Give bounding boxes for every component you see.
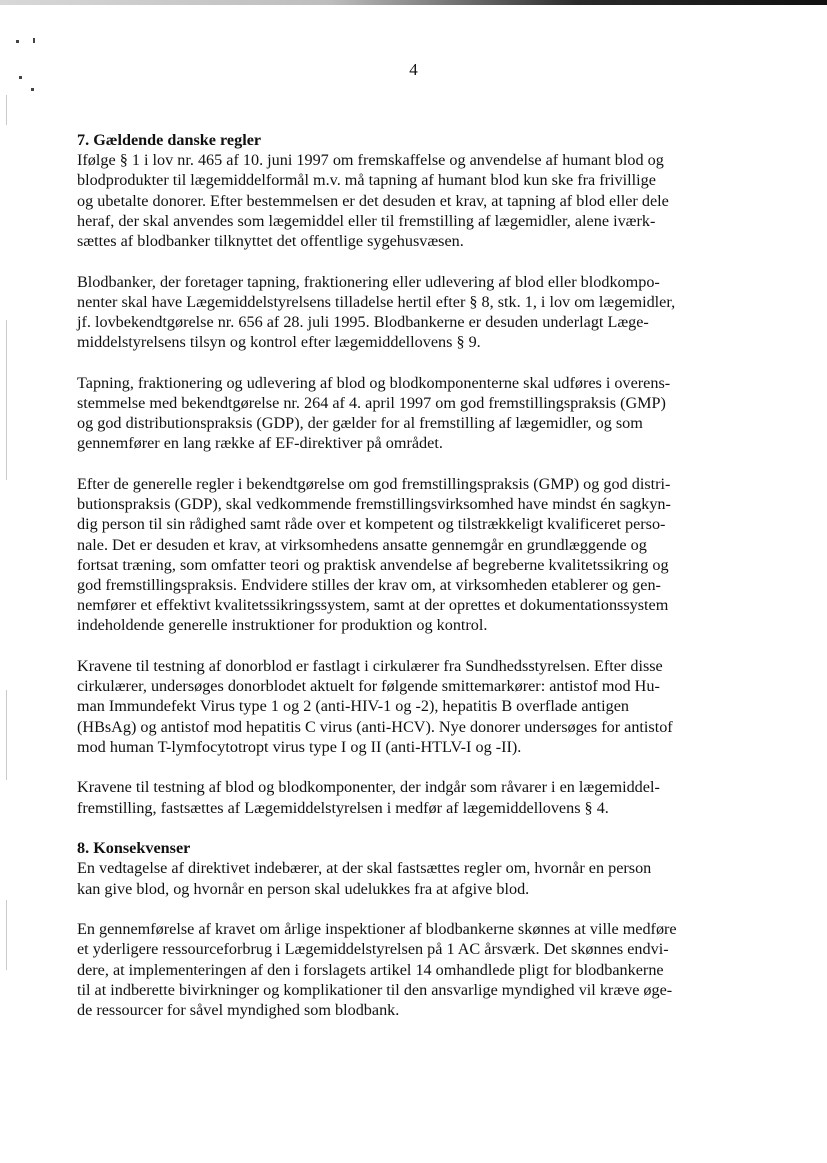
section-heading: 8. Konsekvenser bbox=[77, 839, 191, 858]
text-line: indeholdende generelle instruktioner for produktion og kontrol. bbox=[77, 616, 488, 635]
text-line: Tapning, fraktionering og udlevering af blod og blodkomponenterne skal udføres i overens- bbox=[77, 373, 671, 392]
paragraph bbox=[77, 150, 757, 251]
text-line: Kravene til testning af blod og blodkomponenter, der indgår som råvarer i en lægemiddel- bbox=[77, 778, 660, 797]
text-line: mod human T-lymfocytotropt virus type I og II (anti-HTLV-I og -II). bbox=[77, 737, 522, 756]
text-line: En gennemførelse af kravet om årlige inspektioner af blodbankerne skønnes at ville medføre bbox=[77, 920, 677, 939]
text-line: nemfører et effektivt kvalitetssikringssystem, samt at der oprettes et dokumentationssystem bbox=[77, 596, 669, 615]
paragraph bbox=[77, 777, 757, 817]
text-line: sættes af blodbanker tilknyttet det offentlige sygehusvæsen. bbox=[77, 232, 464, 251]
scan-speck bbox=[31, 88, 34, 91]
text-line: middelstyrelsens tilsyn og kontrol efter lægemiddellovens § 9. bbox=[77, 333, 481, 352]
paragraph bbox=[77, 373, 757, 454]
text-line: kan give blod, og hvornår en person skal udelukkes fra at afgive blod. bbox=[77, 879, 530, 898]
scan-speck bbox=[16, 40, 19, 43]
document-body bbox=[77, 130, 757, 1041]
paragraph bbox=[77, 474, 757, 636]
text-line: og ubetalte donorer. Efter bestemmelsen er det desuden et krav, at tapning af blod eller dele bbox=[77, 191, 669, 210]
text-line: dig person til sin rådighed samt råde over et kompetent og tilstrækkeligt kvalificeret perso- bbox=[77, 515, 666, 534]
text-line: stemmelse med bekendtgørelse nr. 264 af 4. april 1997 om god fremstillingspraksis (GMP) bbox=[77, 394, 666, 413]
text-line: dere, at implementeringen af den i forslagets artikel 14 omhandlede pligt for blodbankerne bbox=[77, 960, 664, 979]
text-line: god fremstillingspraksis. Endvidere stilles der krav om, at virksomheden etablerer og gen- bbox=[77, 576, 661, 595]
text-line: man Immundefekt Virus type 1 og 2 (anti-HIV-1 og -2), hepatitis B overflade antigen bbox=[77, 697, 629, 716]
text-line: nale. Det er desuden et krav, at virksomhedens ansatte gennemgår en grundlæggende og bbox=[77, 535, 647, 554]
paragraph bbox=[77, 656, 757, 757]
scan-top-edge bbox=[0, 0, 827, 5]
scan-margin-line bbox=[6, 690, 7, 780]
text-line: (HBsAg) og antistof mod hepatitis C virus (anti-HCV). Nye donorer undersøges for antistof bbox=[77, 717, 673, 736]
text-line: blodprodukter til lægemiddelformål m.v. må tapning af humant blod kun ske fra frivillige bbox=[77, 171, 656, 190]
text-line: fortsat træning, som omfatter teori og praktisk anvendelse af begreberne kvalitetssikring og bbox=[77, 555, 669, 574]
scan-margin-line bbox=[6, 95, 7, 125]
text-line: et yderligere ressourceforbrug i Lægemiddelstyrelsen på 1 AC årsværk. Det skønnes endvi- bbox=[77, 940, 669, 959]
text-line: heraf, der skal anvendes som lægemiddel eller til fremstilling af lægemidler, alene iværk- bbox=[77, 211, 656, 230]
text-line: Blodbanker, der foretager tapning, fraktionering eller udlevering af blod eller blodkompo- bbox=[77, 272, 660, 291]
text-line: nenter skal have Lægemiddelstyrelsens tilladelse hertil efter § 8, stk. 1, i lov om lægemidler, bbox=[77, 292, 676, 311]
text-line: butionspraksis (GDP), skal vedkommende fremstillingsvirksomhed have mindst én sagkyn- bbox=[77, 495, 671, 514]
text-line: de ressourcer for såvel myndighed som blodbank. bbox=[77, 1001, 400, 1020]
text-line: gennemfører en lang række af EF-direktiver på området. bbox=[77, 434, 443, 453]
page-number: 4 bbox=[409, 60, 418, 79]
section-heading: 7. Gældende danske regler bbox=[77, 131, 262, 149]
scan-margin-line bbox=[6, 900, 7, 970]
paragraph bbox=[77, 858, 757, 898]
text-line: Efter de generelle regler i bekendtgørelse om god fremstillingspraksis (GMP) og god distri- bbox=[77, 475, 671, 494]
text-line: til at indberette bivirkninger og komplikationer til den ansvarlige myndighed vil kræve øge- bbox=[77, 980, 673, 999]
paragraph bbox=[77, 272, 757, 353]
text-line: fremstilling, fastsættes af Lægemiddelstyrelsen i medfør af lægemiddellovens § 4. bbox=[77, 798, 609, 817]
text-line: Ifølge § 1 i lov nr. 465 af 10. juni 1997 om fremskaffelse og anvendelse af humant blod og bbox=[77, 151, 664, 170]
scan-speck bbox=[33, 38, 35, 43]
text-line: jf. lovbekendtgørelse nr. 656 af 28. juli 1995. Blodbankerne er desuden underlagt Læge- bbox=[77, 313, 649, 332]
text-line: En vedtagelse af direktivet indebærer, at der skal fastsættes regler om, hvornår en person bbox=[77, 859, 652, 878]
text-line: cirkulærer, undersøges donorblodet aktuelt for følgende smittemarkører: antistof mod Hu- bbox=[77, 677, 660, 696]
scan-margin-line bbox=[6, 320, 7, 480]
text-line: og god distributionspraksis (GDP), der gælder for al fremstilling af lægemidler, og som bbox=[77, 414, 643, 433]
text-line: Kravene til testning af donorblod er fastlagt i cirkulærer fra Sundhedsstyrelsen. Efter disse bbox=[77, 657, 663, 676]
paragraph bbox=[77, 919, 757, 1020]
